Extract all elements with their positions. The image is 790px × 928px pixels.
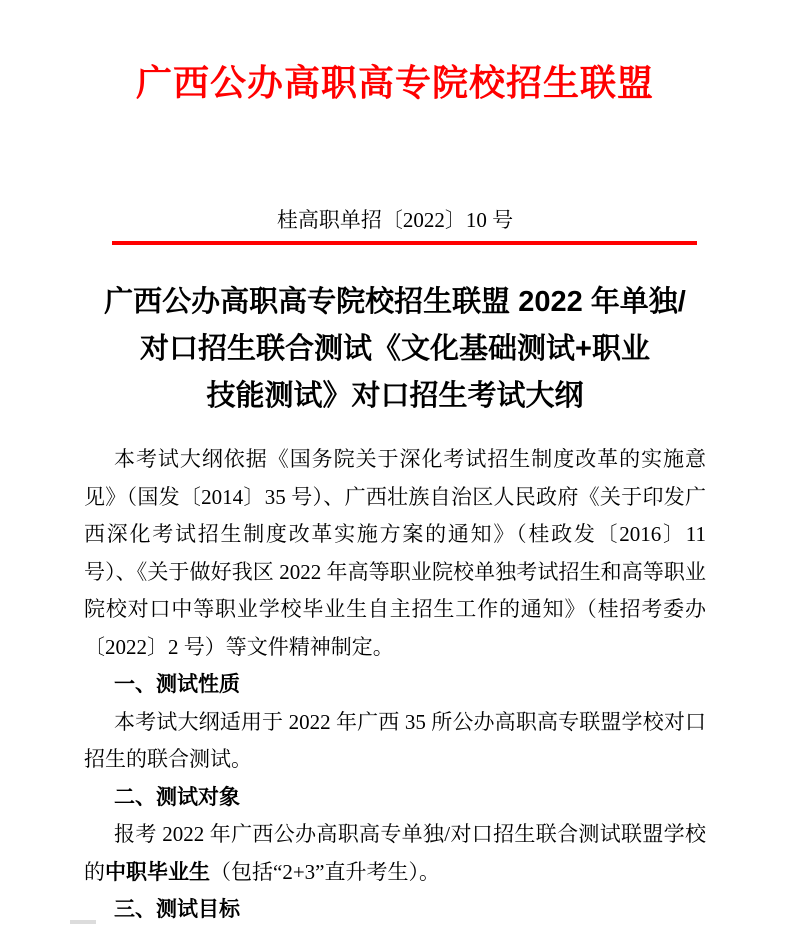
paragraph-audience-bold-term: 中职毕业生 [105, 859, 210, 884]
red-divider-rule [112, 241, 697, 245]
paragraph-basis: 本考试大纲依据《国务院关于深化考试招生制度改革的实施意见》（国发〔2014〕35 号）、广西壮族自治区人民政府《关于印发广西深化考试招生制度改革实施方案的通知》（桂政发〔2016〕11 号）、《关于做好我区 2022 年高等职业院校单独考试招生和高等职业院校对口中等职业学校毕业生自主招生工作的通知》（桂招考委办〔2022〕2 号）等文件精神制定。 [84, 447, 706, 659]
main-title-line-2: 对口招生联合测试《文化基础测试+职业 [140, 333, 650, 365]
main-title-line-3: 技能测试》对口招生考试大纲 [206, 380, 584, 412]
paragraph-audience-suffix: （包括“2+3”直升考生）。 [210, 859, 440, 884]
document-number: 桂高职单招〔2022〕10 号 [276, 208, 514, 232]
section-heading-test-nature: 一、测试性质 [114, 673, 240, 696]
paragraph-scope: 本考试大纲适用于 2022 年广西 35 所公办高职高专联盟学校对口招生的联合测试。 [84, 709, 706, 771]
section-heading-test-subjects: 二、测试对象 [114, 785, 240, 809]
main-title-line-1: 广西公办高职高专院校招生联盟 2022 年单独/ [104, 286, 686, 318]
paragraph-audience [84, 816, 706, 891]
document-header-title: 广西公办高职高专院校招生联盟 [135, 63, 654, 103]
document-body [84, 441, 706, 928]
main-title [0, 279, 790, 420]
paragraph-audience-prefix: 报考 2022 年广西公办高职高专单独/对口招生联合测试联盟学校的 [84, 822, 706, 884]
page-bottom-fragment [70, 920, 96, 924]
section-heading-test-goals: 三、测试目标 [114, 898, 240, 921]
